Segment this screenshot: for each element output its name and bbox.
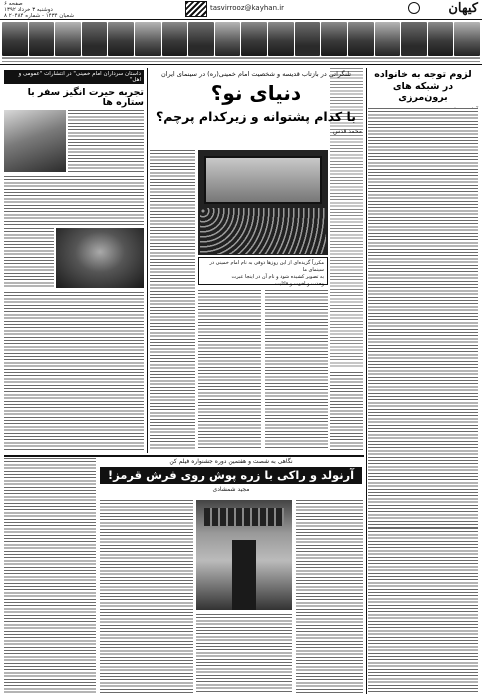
issue-line: ۸ شعبان ۱۴۳۴ - شماره ۲۰۴۸۴	[4, 13, 74, 19]
center-headline-2[interactable]: با کدام پشتوانه و زیرکدام پرچم؟	[156, 109, 356, 124]
caption-line-1: مکرراً گزیده‌ای از این روزها ذوقی به نام امام خمینی در سینمای ما	[209, 260, 324, 273]
left-body-text	[4, 176, 144, 226]
portrait-photo	[401, 22, 427, 56]
left-body-text	[4, 292, 144, 452]
carpet-stairs	[232, 540, 256, 610]
column-divider	[366, 68, 367, 694]
right-column-body-text	[368, 108, 478, 528]
photo-caption	[198, 257, 328, 285]
tasvir-logo-icon	[185, 1, 207, 17]
soldier-photo	[4, 110, 66, 172]
bottom-body-column	[196, 614, 292, 694]
portrait-photo	[241, 22, 267, 56]
center-byline: محمد قدس	[333, 127, 362, 135]
portrait-photo	[428, 22, 454, 56]
festival-facade	[204, 508, 284, 526]
bottom-story-header	[100, 458, 362, 493]
portrait-photo	[29, 22, 55, 56]
site-email[interactable]: tasvirrooz@kayhan.ir	[210, 4, 285, 12]
cinema-crowd-photo	[198, 150, 328, 255]
center-body-column	[198, 290, 261, 450]
portrait-photo	[108, 22, 134, 56]
portrait-captions	[2, 57, 480, 64]
newspaper-logo: کیهان	[448, 1, 478, 16]
right-headline-1[interactable]: لزوم توجه به خانواده	[374, 69, 472, 80]
portrait-photo	[348, 22, 374, 56]
left-body-text	[4, 228, 54, 288]
caption-line-2: به تصویر کشیده شود و نام آن در اینجا عبرت	[231, 274, 324, 280]
center-headline-1[interactable]: دنیای نو؟	[210, 81, 302, 105]
date-line: دوشنبه ۳ خرداد ۱۳۹۲	[4, 7, 53, 13]
kayhan-emblem-icon	[408, 2, 420, 14]
masthead	[0, 0, 482, 20]
center-kicker: تلنگراتی در بازتاب قدیسه و شخصیت امام خمینی(ره) در سینمای ایران	[160, 70, 352, 78]
red-carpet-photo	[196, 500, 292, 610]
bottom-kicker: نگاهی به شصت و هفتمین دوره جشنواره فیلم کن	[169, 458, 293, 465]
center-body-column	[330, 372, 363, 452]
portrait-photo	[162, 22, 188, 56]
center-body-column	[265, 290, 328, 450]
center-story-header	[150, 70, 362, 135]
bottom-body-column	[296, 500, 363, 694]
cinema-screen	[204, 156, 322, 204]
soldier-group-photo	[56, 228, 144, 288]
portrait-photo	[375, 22, 401, 56]
left-kicker: داستان سرداران امام خمینی" در انتشارات "عمومی و اهل"	[4, 70, 144, 84]
portrait-photo	[82, 22, 108, 56]
portrait-photo	[321, 22, 347, 56]
portrait-photo	[55, 22, 81, 56]
portrait-photo	[454, 22, 480, 56]
left-headline[interactable]: تجربه حیرت انگیز سفر با ستاره ها	[27, 87, 144, 109]
caption-line-3: وحدت و اخوت و قائلیت...	[270, 281, 324, 287]
dateline	[4, 1, 94, 19]
bottom-body-column	[100, 500, 193, 694]
portrait-photo	[188, 22, 214, 56]
right-column-continued-text	[368, 528, 478, 693]
portrait-photo	[268, 22, 294, 56]
portrait-photo	[2, 22, 28, 56]
left-body-text	[68, 110, 144, 172]
audience-crowd	[200, 208, 326, 254]
portrait-photo	[135, 22, 161, 56]
section-rule	[4, 455, 364, 457]
center-left-text	[150, 150, 195, 450]
right-headline-2[interactable]: در شبکه های برون‌مرزی	[392, 81, 454, 103]
bottom-byline: مجید شمشادی	[212, 485, 250, 493]
portrait-photo	[215, 22, 241, 56]
portrait-photo	[295, 22, 321, 56]
bottom-left-text	[4, 458, 96, 694]
column-divider	[147, 68, 148, 453]
bottom-headline[interactable]: آرنولد و راکی با زره پوش روی فرش قرمز!	[100, 467, 362, 484]
page-label: صفحه ۶	[4, 1, 23, 7]
